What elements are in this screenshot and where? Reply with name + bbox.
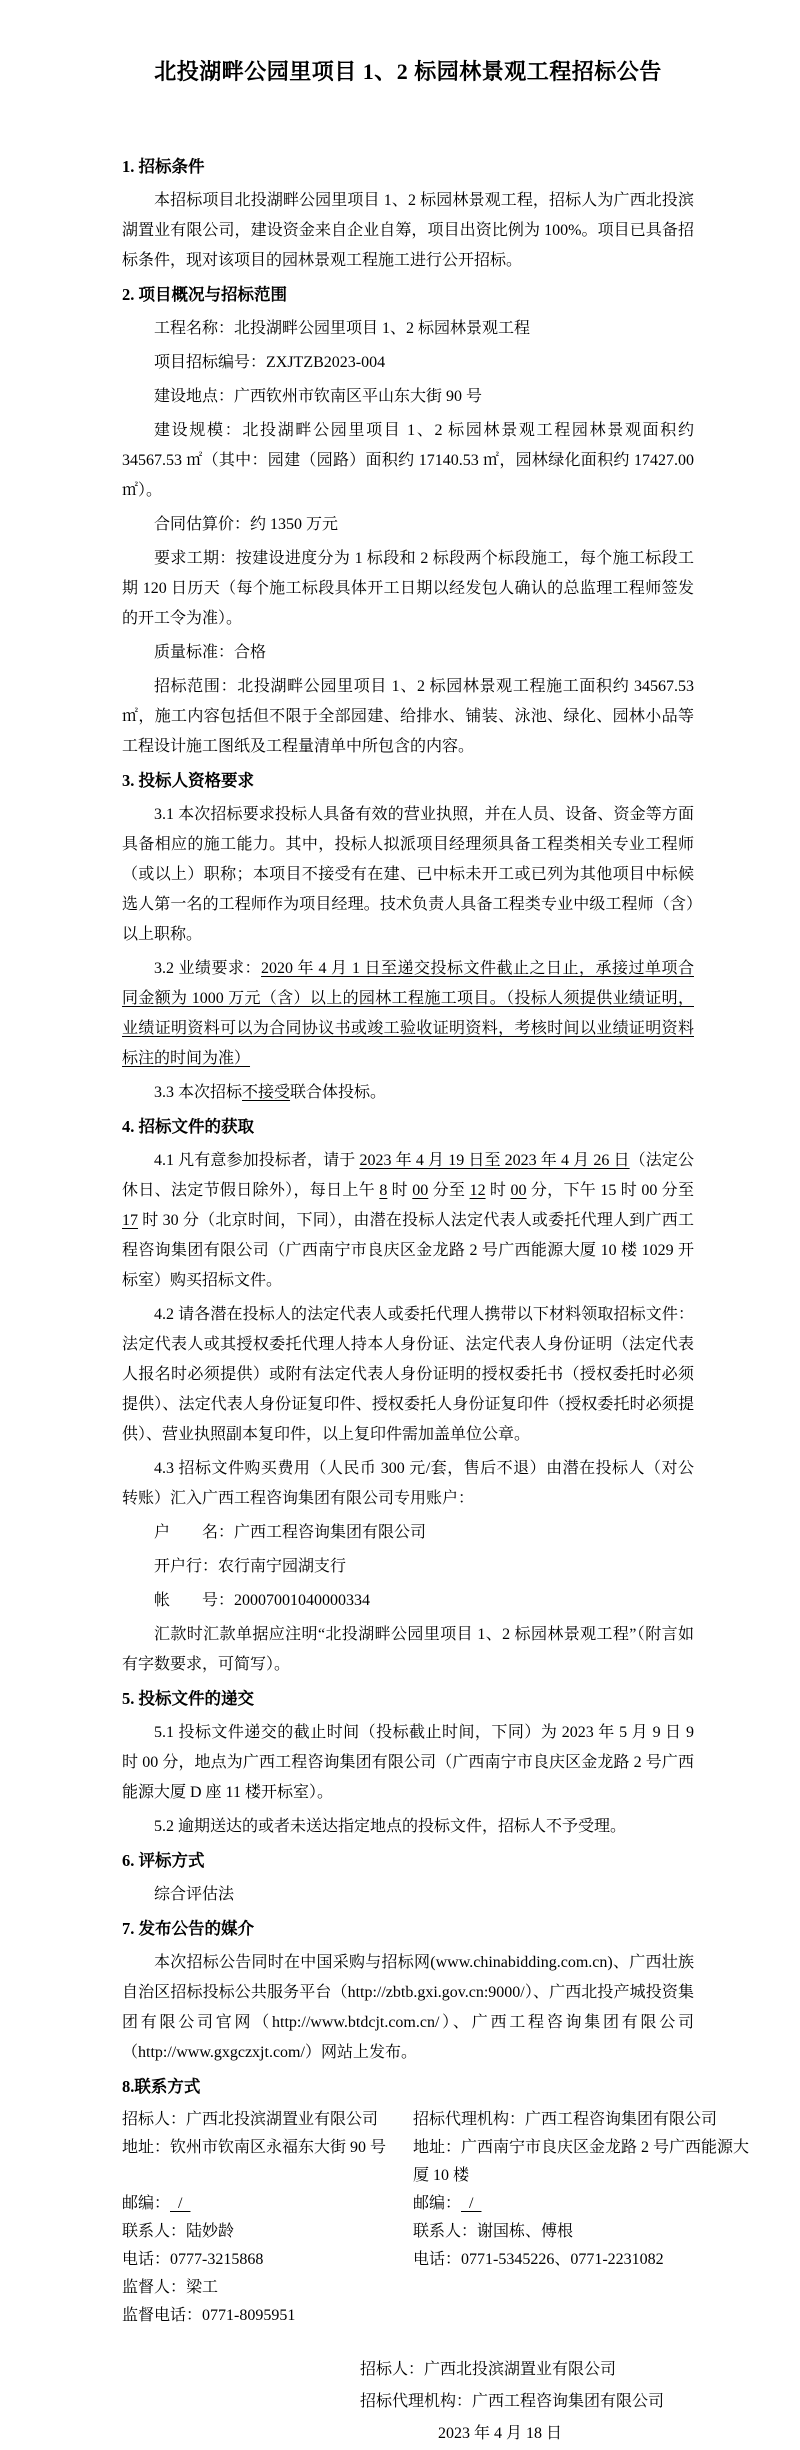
section-3-heading: 3. 投标人资格要求 — [122, 771, 254, 790]
agency-phone: 电话：0771-5345226、0771-2231082 — [413, 2251, 664, 2268]
clause-5-1: 5.1 投标文件递交的截止时间（投标截止时间，下同）为 2023 年 5 月 9 日 9 时 00 分，地点为广西工程咨询集团有限公司（广西南宁市良庆区金龙路 2 号广西能源大厦 D 座 11 楼开标室）。 — [122, 1724, 694, 1801]
quality-standard: 质量标准：合格 — [154, 644, 267, 661]
performance-requirement-underlined: 2020 年 4 月 1 日至递交投标文件截止之日止，承接过单项合同金额为 1000 万元（含）以上的园林工程施工项目。（投标人须提供业绩证明，业绩证明资料可以为合同协议书或竣工验收证明资料，考核时间以业绩证明资料标注的时间为准） — [122, 960, 694, 1067]
section-2 — [122, 280, 694, 762]
document-title: 北投湖畔公园里项目 1、2 标园林景观工程招标公告 — [154, 59, 662, 84]
bidder-address: 地址：钦州市钦南区永福东大街 90 号 — [122, 2139, 387, 2156]
supervisor-name: 监督人：梁工 — [122, 2279, 219, 2296]
bidder-name: 招标人：广西北投滨湖置业有限公司 — [122, 2111, 379, 2128]
section-4-heading: 4. 招标文件的获取 — [122, 1117, 254, 1136]
section-5 — [122, 1684, 694, 1842]
clause-4-1: 4.1 凡有意参加投标者，请于 2023 年 4 月 19 日至 2023 年 4 月 26 日（法定公休日、法定节假日除外），每日上午 8 时 00 分至 12 时 00 分，下午 15 时 00 分至 17 时 30 分（北京时间，下同），由潜在投标人法定代表人或委托代理人到广西工程咨询集团有限公司（广西南宁市良庆区金龙路 2 号广西能源大厦 10 楼 1029 开标室）购买招标文件。 — [122, 1152, 694, 1289]
section-1-paragraph: 本招标项目北投湖畔公园里项目 1、2 标园林景观工程，招标人为广西北投滨湖置业有限公司，建设资金来自企业自筹，项目出资比例为 100%。项目已具备招标条件，现对该项目的园林景观工程施工进行公开招标。 — [122, 192, 694, 269]
signature-bidder: 招标人：广西北投滨湖置业有限公司 — [360, 2361, 617, 2378]
tender-number: 项目招标编号：ZXJTZB2023-004 — [154, 354, 386, 371]
contract-estimate: 合同估算价：约 1350 万元 — [154, 516, 339, 533]
bidder-postcode: 邮编： / — [122, 2195, 191, 2212]
tender-scope: 招标范围：北投湖畔公园里项目 1、2 标园林景观工程施工面积约 34567.53 ㎡，施工内容包括但不限于全部园建、给排水、铺装、泳池、绿化、园林小品等工程设计施工图纸及工程量清单中所包含的内容。 — [122, 678, 694, 755]
not-accept-underlined: 不接受 — [242, 1084, 291, 1101]
agency-postcode: 邮编： / — [413, 2195, 482, 2212]
section-7 — [122, 1914, 694, 2068]
required-duration: 要求工期：按建设进度分为 1 标段和 2 标段两个标段施工，每个施工标段工期 120 日历天（每个施工标段具体开工日期以经发包人确认的总监理工程师签发的开工令为准）。 — [122, 550, 694, 627]
section-8 — [122, 2072, 750, 2330]
agency-contact-person: 联系人：谢国栋、傅根 — [413, 2223, 574, 2240]
section-1-heading: 1. 招标条件 — [122, 157, 205, 176]
construction-scale: 建设规模：北投湖畔公园里项目 1、2 标园林景观工程园林景观面积约 34567.53 ㎡（其中：园建（园路）面积约 17140.53 ㎡，园林绿化面积约 17427.00 ㎡）。 — [122, 422, 694, 499]
section-1 — [122, 152, 694, 276]
contact-grid — [122, 2106, 750, 2330]
signature-agency: 招标代理机构：广西工程咨询集团有限公司 — [360, 2393, 665, 2410]
section-7-heading: 7. 发布公告的媒介 — [122, 1919, 254, 1938]
postcode-blank: / — [461, 2195, 482, 2212]
section-6 — [122, 1846, 694, 1910]
construction-site: 建设地点：广西钦州市钦南区平山东大街 90 号 — [154, 388, 483, 405]
bidder-phone: 电话：0777-3215868 — [122, 2251, 264, 2268]
section-8-heading: 8.联系方式 — [122, 2077, 201, 2096]
clause-3-2: 3.2 业绩要求：2020 年 4 月 1 日至递交投标文件截止之日止，承接过单项合同金额为 1000 万元（含）以上的园林工程施工项目。（投标人须提供业绩证明，业绩证明资料可以为合同协议书或竣工验收证明资料，考核时间以业绩证明资料标注的时间为准） — [122, 960, 694, 1067]
date-range-underlined: 2023 年 4 月 19 日至 2023 年 4 月 26 日 — [359, 1152, 630, 1169]
project-name: 工程名称：北投湖畔公园里项目 1、2 标园林景观工程 — [154, 320, 531, 337]
announcement-media: 本次招标公告同时在中国采购与招标网(www.chinabidding.com.cn)、广西壮族自治区招标投标公共服务平台（http://zbtb.gxi.gov.cn:9000/）、广西北投产城投资集团有限公司官网（http://www.btdcjt.com.cn/）、广西工程咨询集团有限公司（http://www.gxgczxjt.com/）网站上发布。 — [122, 1954, 694, 2061]
clause-5-2: 5.2 逾期送达的或者未送达指定地点的投标文件，招标人不予受理。 — [154, 1818, 627, 1835]
supervisor-phone: 监督电话：0771-8095951 — [122, 2307, 296, 2324]
section-6-heading: 6. 评标方式 — [122, 1851, 205, 1870]
section-3 — [122, 766, 694, 1108]
account-number: 帐 号：20007001040000334 — [154, 1592, 371, 1609]
account-name: 户 名：广西工程咨询集团有限公司 — [154, 1524, 427, 1541]
clause-4-2: 4.2 请各潜在投标人的法定代表人或委托代理人携带以下材料领取招标文件：法定代表人或其授权委托代理人持本人身份证、法定代表人身份证明（法定代表人报名时必须提供）或附有法定代表人身份证明的授权委托书（授权委托时必须提供）、法定代表人身份证复印件、授权委托人身份证复印件（授权委托时必须提供）、营业执照副本复印件，以上复印件需加盖单位公章。 — [122, 1306, 694, 1443]
remittance-note: 汇款时汇款单据应注明“北投湖畔公园里项目 1、2 标园林景观工程”（附言如有字数要求，可简写）。 — [122, 1626, 694, 1673]
bank-branch: 开户行：农行南宁园湖支行 — [154, 1558, 347, 1575]
postcode-blank: / — [170, 2195, 191, 2212]
agency-address: 地址：广西南宁市良庆区金龙路 2 号广西能源大厦 10 楼 — [413, 2139, 750, 2184]
clause-3-3: 3.3 本次招标不接受联合体投标。 — [154, 1084, 387, 1101]
clause-3-1: 3.1 本次招标要求投标人具备有效的营业执照，并在人员、设备、资金等方面具备相应的施工能力。其中，投标人拟派项目经理须具备工程类相关专业工程师（或以上）职称；本项目不接受有在建、已中标未开工或已列为其他项目中标候选人第一名的工程师作为项目经理。技术负责人具备工程类专业中级工程师（含）以上职称。 — [122, 806, 694, 943]
agency-name: 招标代理机构：广西工程咨询集团有限公司 — [413, 2111, 718, 2128]
signature-block — [360, 2354, 694, 2450]
signature-date: 2023 年 4 月 18 日 — [438, 2425, 563, 2442]
evaluation-method: 综合评估法 — [154, 1886, 235, 1903]
clause-4-3: 4.3 招标文件购买费用（人民币 300 元/套，售后不退）由潜在投标人（对公转账）汇入广西工程咨询集团有限公司专用账户： — [122, 1460, 694, 1507]
section-2-heading: 2. 项目概况与招标范围 — [122, 285, 287, 304]
bidder-contact-person: 联系人：陆妙龄 — [122, 2223, 235, 2240]
section-5-heading: 5. 投标文件的递交 — [122, 1689, 254, 1708]
section-4 — [122, 1112, 694, 1680]
